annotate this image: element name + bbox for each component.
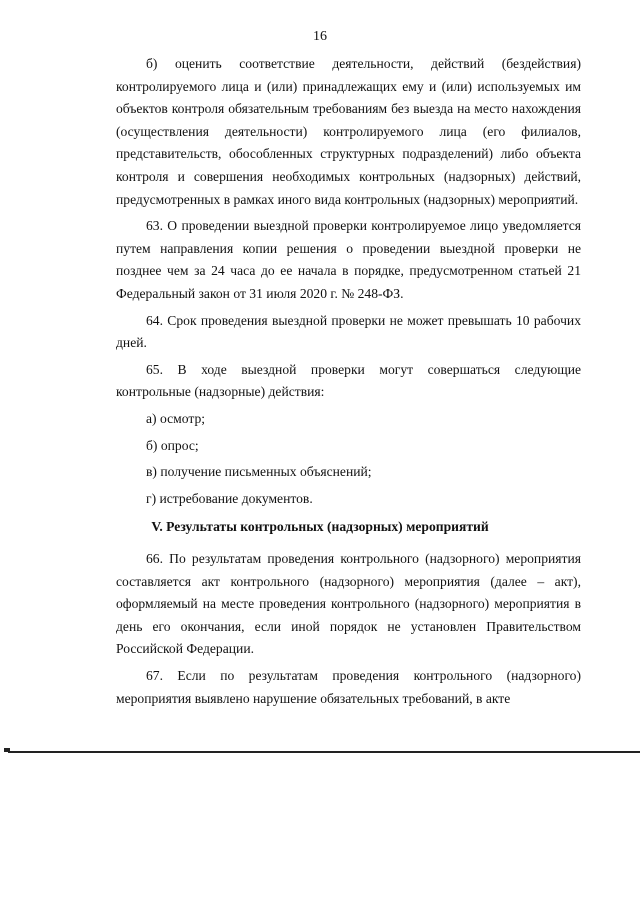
section-heading: V. Результаты контрольных (надзорных) мероприятий: [151, 519, 489, 534]
list-item-b: б) опрос;: [146, 437, 199, 453]
paragraph-65: 65. В ходе выездной проверки могут совершаться следующие контрольные (надзорные) действия:: [116, 361, 581, 400]
text-block-after: [116, 548, 581, 714]
paragraph-b: б) оценить соответствие деятельности, действий (бездействия) контролируемого лица и (или) принадлежащих ему и (или) используемых им объектов контроля обязательным требованиям без выезда на место нахождения (осуществления деятельности) контролируемого лица (его филиалов, представительств, обособленных структурных подразделений) либо объекта контроля и совершения необходимых контрольных (надзорных) действий, предусмотренных в рамках иного вида контрольных (надзорных) мероприятий.: [116, 56, 581, 207]
text-block-before: [116, 53, 581, 514]
paragraph-67: 67. Если по результатам проведения контрольного (надзорного) мероприятия выявлено нарушение обязательных требований, в акте: [116, 667, 581, 706]
list-item-v: в) получение письменных объяснений;: [146, 464, 372, 480]
list-item-a: а) осмотр;: [146, 410, 206, 426]
page-divider-line: [8, 751, 640, 753]
paragraph-64: 64. Срок проведения выездной проверки не может превышать 10 рабочих дней.: [116, 312, 581, 351]
paragraph-66: 66. По результатам проведения контрольного (надзорного) мероприятия составляется акт контрольного (надзорного) мероприятия (далее – акт), оформляемый на месте проведения контрольного (надзорного) мероприятия в день его окончания, если иной порядок не установлен Правительством Российской Федерации.: [116, 551, 581, 657]
page-number: 16: [313, 29, 327, 44]
list-item-g: г) истребование документов.: [146, 490, 313, 506]
paragraph-63: 63. О проведении выездной проверки контролируемое лицо уведомляется путем направления копии решения о проведении выездной проверки не позднее чем за 24 часа до ее начала в порядке, предусмотренном статьей 21 Федеральный закон от 31 июля 2020 г. № 248-ФЗ.: [116, 218, 581, 301]
